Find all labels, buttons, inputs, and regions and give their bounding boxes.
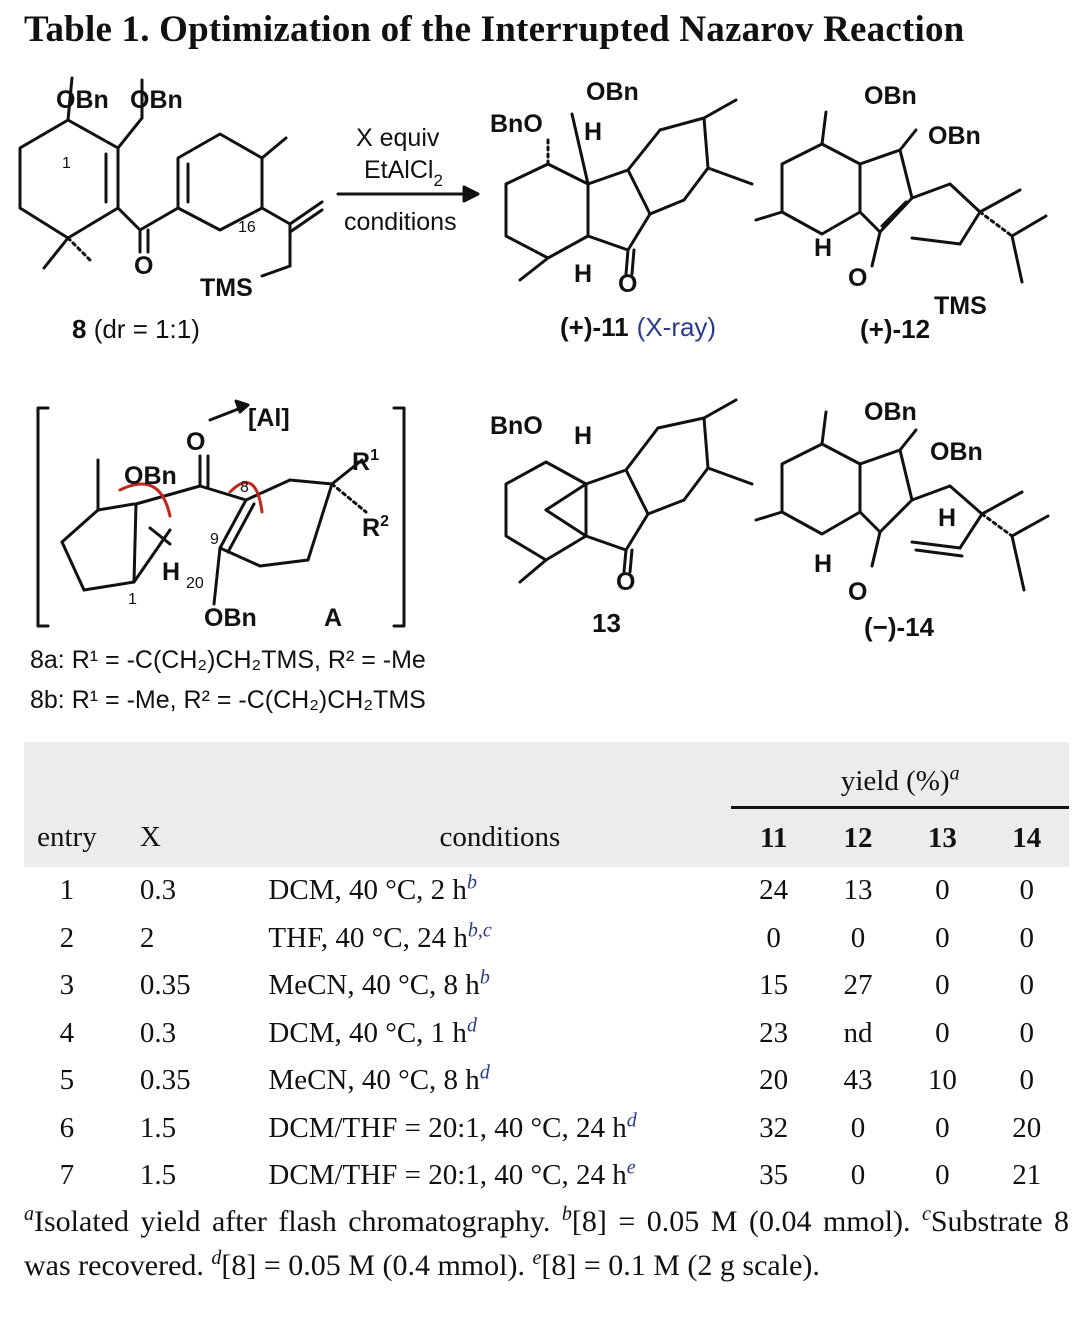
a-c20: 20 [186,575,204,592]
p13-bno: BnO [490,412,543,440]
p13-h: H [574,422,593,450]
cell-conditions: DCM/THF = 20:1, 40 °C, 24 $h^d$ [268,1109,637,1144]
substrate-obn2: OBn [130,86,183,114]
p12-h: H [814,234,833,262]
header-11: 11 [731,808,815,868]
cell-conditions: DCM, 40 °C, 2 $h^b$ [268,871,477,907]
product-12-structure [756,112,1046,282]
p11-label: (+)-11 (X-ray) [560,312,717,342]
arrow-equiv: X equiv [356,124,440,152]
a-obn2: OBn [204,604,257,632]
reaction-arrow [338,187,478,201]
cell-yield-14: 0 [1019,874,1035,907]
a-o1: O [186,428,206,456]
cell-x: 0.3 [139,874,177,907]
cell-yield-13: 0 [935,1016,950,1049]
definition-8a: 8a: R¹ = -C(CH₂)CH₂TMS, R² = -Me [30,646,426,674]
cell-yield-11: 0 [766,921,781,954]
table-row [24,915,1069,963]
cell-conditions: DCM, 40 °C, 1 $h^d$ [268,1014,477,1049]
header-x: X [110,808,251,868]
cell-x: 2 [139,921,155,954]
cell-yield-14: 0 [1019,1016,1035,1049]
cell-conditions: DCM/THF = 20:1, 40 °C, 24 $h^e$ [268,1156,636,1192]
cell-yield-13: 0 [935,1159,950,1192]
cell-x: 1.5 [139,1111,177,1144]
table-header-row [24,808,1069,868]
table-row [24,962,1069,1010]
cell-entry: 2 [59,921,75,954]
a-label: A [324,604,343,632]
p14-obn2: OBn [930,438,983,466]
cell-entry: 6 [59,1111,75,1144]
footnote-mark: d [466,1014,477,1037]
footnote-mark: e [626,1156,636,1179]
p14-label: (−)-14 [864,612,935,642]
table-row [24,867,1069,915]
cell-yield-12: 13 [843,874,873,907]
header-entry: entry [24,808,110,868]
footnote-mark: b,c [467,919,492,942]
cell-yield-11: 20 [759,1064,789,1097]
table-row [24,1010,1069,1058]
table-row [24,1105,1069,1153]
p11-obn: OBn [586,78,639,106]
cell-yield-12: 43 [843,1064,873,1097]
cell-yield-14: 0 [1019,969,1035,1002]
cell-entry: 7 [59,1159,75,1192]
cell-yield-13: 0 [935,874,950,907]
table-footnotes: $^a$Isolated yield after flash chromatography. $^b$[8] = 0.05 M (0.04 mmol). $^c$Substrate 8 was recovered. $^d$[8] = 0.05 M (0.4 mmol). $^e$[8] = 0.1 M (2 g scale). [24,1203,1070,1282]
table-header-group-row [24,742,1069,808]
product-13-structure [506,400,752,582]
header-13: 13 [900,808,984,868]
p11-h-bottom: H [574,260,593,288]
p12-obn2: OBn [928,122,981,150]
a-r1: $R^1$ [352,447,379,476]
cell-yield-11: 35 [759,1159,789,1192]
cell-conditions: THF, 40 °C, 24 $h^{b,c}$ [268,919,492,954]
substrate-carbonyl-o: O [134,252,154,280]
cell-yield-13: 10 [927,1064,957,1097]
cell-x: 0.35 [139,969,191,1002]
cell-conditions: MeCN, 40 °C, 8 $h^d$ [268,1061,490,1097]
cell-yield-13: 0 [935,921,950,954]
header-12: 12 [816,808,900,868]
intermediate-A-structure [38,401,404,626]
cell-yield-11: 23 [759,1016,789,1049]
a-obn1: OBn [124,462,177,490]
p14-o: O [848,578,868,606]
cell-yield-14: 0 [1019,921,1035,954]
a-r2: $R^2$ [362,513,389,542]
product-11-structure [506,100,752,280]
cell-yield-12: 0 [850,921,866,954]
reaction-scheme [0,60,1080,740]
cell-entry: 5 [59,1064,75,1097]
p12-label: (+)-12 [860,314,931,344]
header-conditions: conditions [250,808,731,868]
cell-yield-14: 0 [1019,1064,1035,1097]
cell-yield-14: 21 [1012,1159,1042,1192]
arrow-conditions: conditions [344,208,457,236]
p12-o: O [848,264,868,292]
a-c8: 8 [240,479,249,496]
p13-label: 13 [592,608,621,638]
table-row [24,1057,1069,1105]
cell-x: 0.35 [139,1064,191,1097]
cell-yield-12: nd [843,1016,873,1049]
p12-obn1: OBn [864,82,917,110]
p13-o: O [616,568,636,596]
p14-h-right: H [938,504,957,532]
p11-bno: BnO [490,110,543,138]
substrate-c16: 16 [238,219,256,236]
substrate-label: 8 (dr = 1:1) [72,314,200,344]
arrow-reagent: EtAlCl$_2$ [364,156,443,190]
cell-x: 0.3 [139,1016,177,1049]
yield-header: yield (%)$^a$ [731,742,1069,808]
p11-h-top: H [584,118,603,146]
table-row [24,1152,1069,1200]
footnote-mark: b [466,871,477,894]
p14-h-left: H [814,550,833,578]
a-al: [Al] [248,404,290,432]
a-h: H [162,558,181,586]
cell-yield-13: 0 [935,1111,950,1144]
a-c9: 9 [210,531,219,548]
cell-entry: 3 [59,969,75,1002]
cell-yield-12: 0 [850,1111,866,1144]
cell-yield-13: 0 [935,969,950,1002]
cell-entry: 4 [59,1016,75,1049]
cell-entry: 1 [59,874,75,907]
cell-conditions: MeCN, 40 °C, 8 $h^b$ [268,966,490,1002]
p14-obn1: OBn [864,398,917,426]
p11-o: O [618,270,638,298]
definition-8b: 8b: R¹ = -Me, R² = -C(CH₂)CH₂TMS [30,686,426,714]
cell-yield-11: 24 [759,874,789,907]
substrate-obn1: OBn [56,86,109,114]
cell-yield-12: 0 [850,1159,866,1192]
p12-tms: TMS [934,292,987,320]
cell-yield-12: 27 [843,969,873,1002]
cell-yield-14: 20 [1012,1111,1042,1144]
substrate-c1: 1 [62,155,71,172]
header-14: 14 [985,808,1069,868]
cell-x: 1.5 [139,1159,177,1192]
footnote-mark: b [479,966,490,989]
footnote-mark: d [626,1109,637,1132]
cell-yield-11: 32 [759,1111,789,1144]
cell-yield-11: 15 [759,969,789,1002]
product-14-structure [756,412,1048,590]
footnote-mark: d [479,1061,490,1084]
a-c1: 1 [128,591,137,608]
table-title: Table 1. Optimization of the Interrupted Nazarov Reaction [24,9,965,50]
substrate-tms: TMS [200,274,253,302]
optimization-table [24,742,1069,1200]
